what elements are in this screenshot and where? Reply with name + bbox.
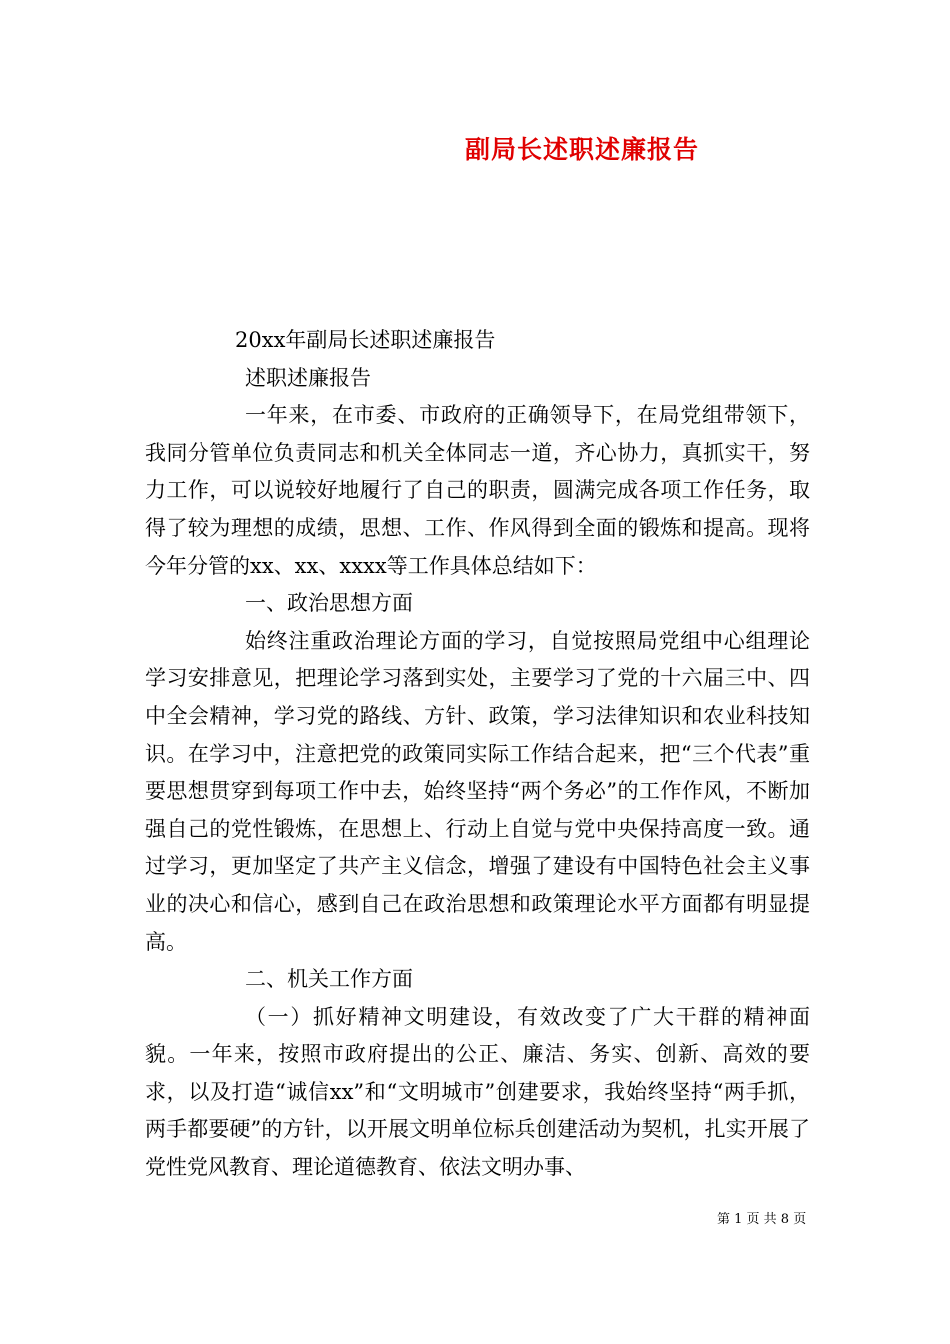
report-label: 述职述廉报告 xyxy=(245,365,371,390)
document-subtitle: 20xx年副局长述职述廉报告 xyxy=(235,328,496,352)
section1-heading: 一、政治思想方面 xyxy=(245,591,413,616)
section2-heading: 二、机关工作方面 xyxy=(245,967,413,992)
section2-paragraph: （一）抓好精神文明建设，有效改变了广大干群的精神面貌。一年来，按照市政府提出的公正、廉洁、务实、创新、高效的要求，以及打造“诚信xx”和“文明城市”创建要求，我始终坚持“两手抓，两手都要硬”的方针，以开展文明单位标兵创建活动为契机，扎实开展了党性党风教育、理论道德教育、依法文明办事、 xyxy=(145,1004,810,1180)
section1-paragraph: 始终注重政治理论方面的学习，自觉按照局党组中心组理论学习安排意见，把理论学习落到实处，主要学习了党的十六届三中、四中全会精神，学习党的路线、方针、政策，学习法律知识和农业科技知识。在学习中，注意把党的政策同实际工作结合起来，把“三个代表”重要思想贯穿到每项工作中去，始终坚持“两个务必”的工作作风，不断加强自己的党性锻炼，在思想上、行动上自觉与党中央保持高度一致。通过学习，更加坚定了共产主义信念，增强了建设有中国特色社会主义事业的决心和信心，感到自己在政治思想和政策理论水平方面都有明显提高。 xyxy=(145,628,810,954)
page-footer: 第 1 页 共 8 页 xyxy=(717,1212,807,1227)
document-body xyxy=(145,322,810,1187)
document-title: 副局长述职述廉报告 xyxy=(464,135,699,164)
intro-paragraph: 一年来，在市委、市政府的正确领导下，在局党组带领下，我同分管单位负责同志和机关全体同志一道，齐心协力，真抓实干，努力工作，可以说较好地履行了自己的职责，圆满完成各项工作任务，取得了较为理想的成绩，思想、工作、作风得到全面的锻炼和提高。现将今年分管的xx、xx、xxxx等工作具体总结如下： xyxy=(145,403,810,578)
